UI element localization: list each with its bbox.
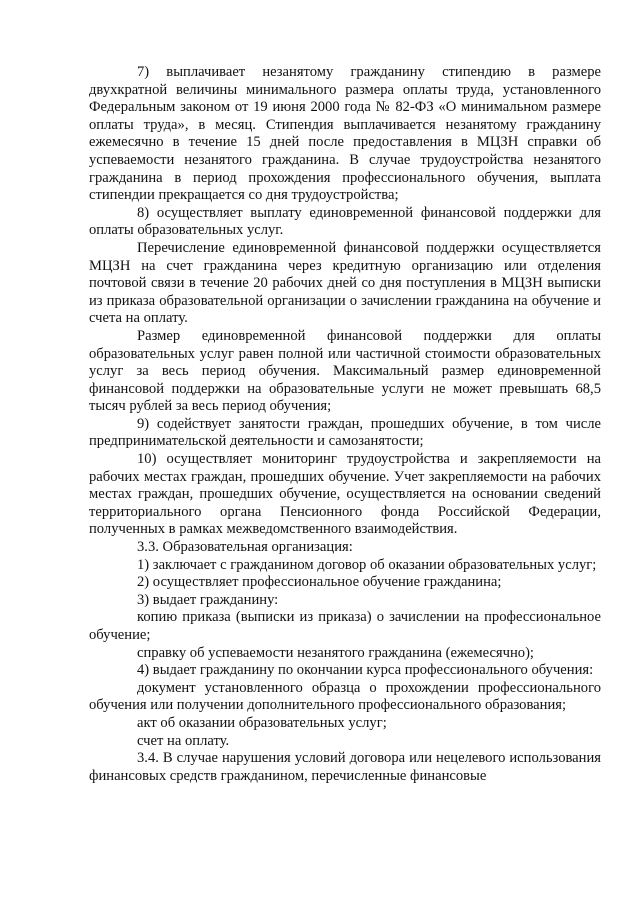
- paragraph-item-1-contract: 1) заключает с гражданином договор об оказании образовательных услуг;: [137, 556, 597, 573]
- paragraph-progress-certificate: справку об успеваемости незанятого гражданина (ежемесячно);: [137, 644, 534, 661]
- section-paragraph-3-4: 3.4. В случае нарушения условий договора или нецелевого использования финансовых средств гражданином, перечисленные финансовые: [89, 750, 601, 784]
- paragraph-item-8-financial-support: 8) осуществляет выплату единовременной финансовой поддержки для оплаты образовательных услуг.: [89, 204, 601, 239]
- paragraph-transfer-of-support: Перечисление единовременной финансовой поддержки осуществляется МЦЗН на счет гражданина через кредитную организацию или отделения почтовой связи в течение 20 рабочих дней со дня поступления в МЦЗН выписки из приказа образовательной организации о зачислении гражданина на обучение и счета на оплату.: [89, 239, 601, 327]
- paragraph-item-10-monitoring: 10) осуществляет мониторинг трудоустройства и закрепляемости на рабочих местах граждан, прошедших обучение. Учет закрепляемости на рабочих местах граждан, прошедших обучение, осуществляется на основании сведений территориального органа Пенсионного фонда Российской Федерации, полученных в рамках межведомственного взаимодействия.: [89, 451, 601, 538]
- paragraph-completion-document: документ установленного образца о прохождении профессионального обучения или получении дополнительного профессионального образования;: [89, 679, 601, 714]
- paragraph-item-4-issues-on-completion: 4) выдает гражданину по окончании курса профессионального обучения:: [137, 662, 594, 679]
- paragraph-item-9-employment: 9) содействует занятости граждан, прошедших обучение, в том числе предпринимательской деятельности и самозанятости;: [89, 415, 601, 450]
- paragraph-support-amount: Размер единовременной финансовой поддержки для оплаты образовательных услуг равен полной или частичной стоимости образовательных услуг за весь период обучения. Максимальный размер единовременной финансовой поддержки на образовательные услуги не может превышать 68,5 тысяч рублей за весь период обучения;: [89, 327, 601, 415]
- paragraph-item-3-issues: 3) выдает гражданину:: [137, 591, 279, 608]
- paragraph-invoice: счет на оплату.: [137, 732, 230, 749]
- paragraph-services-act: акт об оказании образовательных услуг;: [137, 714, 387, 731]
- paragraph-order-copy: копию приказа (выписки из приказа) о зачислении на профессиональное обучение;: [89, 609, 601, 643]
- document-body: [89, 64, 601, 785]
- paragraph-item-7-stipend: 7) выплачивает незанятому гражданину стипендию в размере двухкратной величины минимального размера оплаты труда, установленного Федеральным законом от 19 июня 2000 года № 82-ФЗ «О минимальном размере оплаты труда», в месяц. Стипендия выплачивается незанятому гражданину ежемесячно в течение 15 дней после предоставления в МЦЗН справки об успеваемости незанятого гражданина. В случае трудоустройства незанятого гражданина в период прохождения профессионального обучения, выплата стипендии прекращается со дня трудоустройства;: [89, 64, 601, 204]
- section-heading-3-3: 3.3. Образовательная организация:: [137, 539, 353, 556]
- paragraph-item-2-training: 2) осуществляет профессиональное обучение гражданина;: [137, 574, 502, 591]
